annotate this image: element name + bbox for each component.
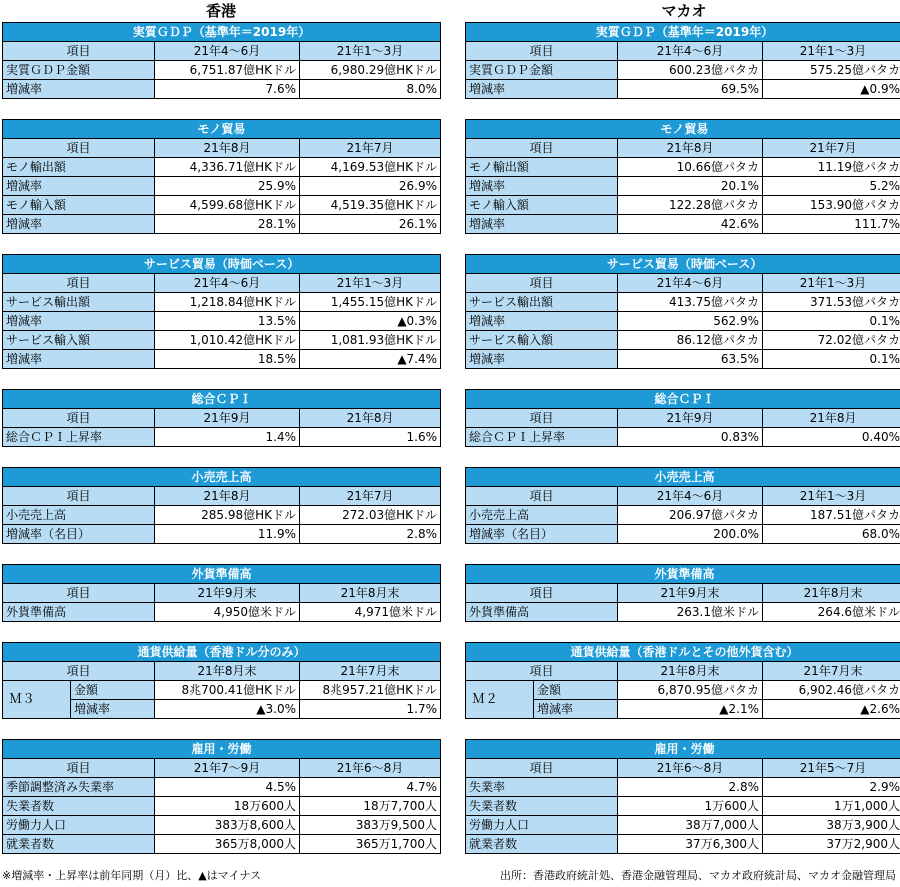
table-row (3, 681, 441, 700)
section-spacer (465, 234, 900, 254)
table-title-row (466, 565, 900, 584)
indicator-table (465, 739, 900, 854)
cell-value: 2.8% (300, 525, 441, 544)
column-header: 21年1～3月 (763, 42, 900, 61)
indicator-table (465, 22, 900, 99)
cell-value: 4,519.35億HKドル (300, 196, 441, 215)
table-title-row (466, 23, 900, 42)
table-row (3, 428, 441, 447)
cell-value: 4,169.53億HKドル (300, 158, 441, 177)
cell-value: 6,751.87億HKドル (155, 61, 300, 80)
table-row (466, 797, 900, 816)
table-row (3, 331, 441, 350)
table-title: 実質ＧＤＰ（基準年＝2019年） (466, 23, 900, 42)
cell-value: 383万9,500人 (300, 816, 441, 835)
section-spacer (2, 544, 440, 564)
column-header: 21年7月 (300, 487, 441, 506)
cell-value: 111.7% (763, 215, 900, 234)
table-title: 通貨供給量（香港ドル分のみ） (3, 643, 441, 662)
cell-value: 1.7% (300, 700, 441, 719)
indicator-table (2, 564, 441, 622)
region-hongkong (2, 0, 440, 854)
tables-macau (465, 22, 900, 854)
table-title: モノ貿易 (466, 120, 900, 139)
row-label: モノ輸入額 (3, 196, 155, 215)
row-label: 増減率 (71, 700, 155, 719)
row-label: 失業率 (466, 778, 618, 797)
table-row (3, 350, 441, 369)
row-label: 増減率 (3, 350, 155, 369)
table-header-row (466, 42, 900, 61)
column-header: 21年8月 (618, 139, 763, 158)
region-macau (465, 0, 900, 854)
indicator-table (465, 119, 900, 234)
table-title: 総合ＣＰＩ (466, 390, 900, 409)
cell-value: 575.25億パタカ (763, 61, 900, 80)
row-label: 労働力人口 (3, 816, 155, 835)
cell-value: 383万8,600人 (155, 816, 300, 835)
cell-value: 18万600人 (155, 797, 300, 816)
cell-value: 13.5% (155, 312, 300, 331)
column-header: 21年4～6月 (618, 274, 763, 293)
cell-value: 1,010.42億HKドル (155, 331, 300, 350)
cell-value: 6,902.46億パタカ (763, 681, 900, 700)
column-header: 21年1～3月 (763, 487, 900, 506)
column-header: 21年5～7月 (763, 759, 900, 778)
table-header-row (466, 662, 900, 681)
column-header: 項目 (466, 139, 618, 158)
table-row (3, 177, 441, 196)
column-header: 21年4～6月 (155, 274, 300, 293)
row-label: 小売売上高 (3, 506, 155, 525)
table-row (466, 835, 900, 854)
table-title-row (466, 120, 900, 139)
table-header-row (466, 139, 900, 158)
row-label: 増減率 (534, 700, 618, 719)
cell-value: 272.03億HKドル (300, 506, 441, 525)
table-title-row (3, 565, 441, 584)
column-header: 項目 (466, 584, 618, 603)
indicator-table (2, 389, 441, 447)
row-label: 増減率 (466, 80, 618, 99)
table-row (466, 816, 900, 835)
cell-value: 4,971億米ドル (300, 603, 441, 622)
cell-value: 285.98億HKドル (155, 506, 300, 525)
cell-value: 28.1% (155, 215, 300, 234)
section-spacer (2, 99, 440, 119)
table-title-row (3, 643, 441, 662)
table-title-row (466, 390, 900, 409)
row-label: サービス輸入額 (466, 331, 618, 350)
table-title: 外貨準備高 (3, 565, 441, 584)
cell-value: 10.66億パタカ (618, 158, 763, 177)
cell-value: ▲7.4% (300, 350, 441, 369)
cell-value: 4,599.68億HKドル (155, 196, 300, 215)
cell-value: 200.0% (618, 525, 763, 544)
cell-value: 2.9% (763, 778, 900, 797)
column-header: 21年6～8月 (618, 759, 763, 778)
row-label: 外貨準備高 (3, 603, 155, 622)
column-header: 項目 (466, 487, 618, 506)
row-label: 失業者数 (3, 797, 155, 816)
table-header-row (3, 487, 441, 506)
row-label: 総合ＣＰＩ上昇率 (466, 428, 618, 447)
table-row (466, 177, 900, 196)
table-title-row (466, 468, 900, 487)
indicator-table (2, 739, 441, 854)
row-label: 総合ＣＰＩ上昇率 (3, 428, 155, 447)
row-label: モノ輸出額 (466, 158, 618, 177)
section-spacer (465, 447, 900, 467)
column-header: 21年9月末 (155, 584, 300, 603)
tables-hongkong (2, 22, 440, 854)
cell-value: ▲3.0% (155, 700, 300, 719)
row-label: サービス輸出額 (3, 293, 155, 312)
table-row (466, 681, 900, 700)
section-spacer (465, 369, 900, 389)
money-supply-label: Ｍ２ (466, 681, 534, 719)
table-row (466, 525, 900, 544)
table-row (466, 331, 900, 350)
cell-value: 1万1,000人 (763, 797, 900, 816)
table-title: 実質ＧＤＰ（基準年＝2019年） (3, 23, 441, 42)
table-row (3, 312, 441, 331)
cell-value: ▲0.3% (300, 312, 441, 331)
table-title-row (3, 468, 441, 487)
row-label: モノ輸入額 (466, 196, 618, 215)
region-title: マカオ (661, 2, 707, 20)
indicator-table (2, 642, 441, 719)
source-note: 出所：香港政府統計処、香港金融管理局、マカオ政府統計局、マカオ金融管理局 (500, 869, 896, 882)
column-header: 21年7月 (763, 139, 900, 158)
cell-value: 4,336.71億HKドル (155, 158, 300, 177)
table-row (3, 778, 441, 797)
cell-value: 69.5% (618, 80, 763, 99)
column-header: 21年7月末 (300, 662, 441, 681)
cell-value: 413.75億パタカ (618, 293, 763, 312)
cell-value: 4.7% (300, 778, 441, 797)
cell-value: 0.1% (763, 312, 900, 331)
table-row (3, 525, 441, 544)
row-label: 小売売上高 (466, 506, 618, 525)
indicator-table (465, 389, 900, 447)
row-label: 金額 (534, 681, 618, 700)
column-header: 21年1～3月 (763, 274, 900, 293)
table-header-row (3, 42, 441, 61)
table-header-row (3, 409, 441, 428)
cell-value: 6,870.95億パタカ (618, 681, 763, 700)
money-supply-label: Ｍ３ (3, 681, 71, 719)
column-header: 項目 (466, 274, 618, 293)
column-header: 21年1～3月 (300, 42, 441, 61)
cell-value: 37万2,900人 (763, 835, 900, 854)
indicator-table (465, 564, 900, 622)
cell-value: 25.9% (155, 177, 300, 196)
table-header-row (466, 409, 900, 428)
table-row (3, 158, 441, 177)
row-label: 外貨準備高 (466, 603, 618, 622)
column-header: 21年8月 (155, 139, 300, 158)
section-spacer (465, 719, 900, 739)
column-header: 21年4～6月 (155, 42, 300, 61)
row-label: 増減率 (466, 215, 618, 234)
table-row (3, 80, 441, 99)
row-label: サービス輸入額 (3, 331, 155, 350)
indicator-table (2, 22, 441, 99)
column-header: 21年9月 (618, 409, 763, 428)
cell-value: 4.5% (155, 778, 300, 797)
column-header: 項目 (3, 139, 155, 158)
cell-value: 122.28億パタカ (618, 196, 763, 215)
table-row (466, 312, 900, 331)
cell-value: 63.5% (618, 350, 763, 369)
cell-value: 38万7,000人 (618, 816, 763, 835)
cell-value: ▲2.6% (763, 700, 900, 719)
cell-value: 68.0% (763, 525, 900, 544)
table-title-row (466, 740, 900, 759)
column-header: 項目 (3, 42, 155, 61)
column-header: 21年8月末 (618, 662, 763, 681)
indicator-table (2, 467, 441, 544)
cell-value: 1,081.93億HKドル (300, 331, 441, 350)
table-row (3, 293, 441, 312)
table-title: サービス貿易（時価ベース） (466, 255, 900, 274)
cell-value: 1.4% (155, 428, 300, 447)
row-label: 就業者数 (466, 835, 618, 854)
section-spacer (2, 622, 440, 642)
column-header: 項目 (466, 662, 618, 681)
column-header: 21年7～9月 (155, 759, 300, 778)
column-header: 21年8月末 (763, 584, 900, 603)
row-label: 季節調整済み失業率 (3, 778, 155, 797)
table-row (3, 506, 441, 525)
column-header: 21年8月 (155, 487, 300, 506)
cell-value: 5.2% (763, 177, 900, 196)
table-header-row (466, 487, 900, 506)
table-title-row (3, 255, 441, 274)
cell-value: 37万6,300人 (618, 835, 763, 854)
section-spacer (2, 369, 440, 389)
cell-value: 7.6% (155, 80, 300, 99)
cell-value: 0.83% (618, 428, 763, 447)
table-title-row (3, 740, 441, 759)
table-row (466, 61, 900, 80)
section-spacer (2, 234, 440, 254)
cell-value: 86.12億パタカ (618, 331, 763, 350)
table-title: 雇用・労働 (466, 740, 900, 759)
row-label: 増減率 (3, 312, 155, 331)
row-label: モノ輸出額 (3, 158, 155, 177)
cell-value: ▲0.9% (763, 80, 900, 99)
table-header-row (3, 662, 441, 681)
table-row (466, 80, 900, 99)
table-header-row (466, 274, 900, 293)
row-label: 増減率 (3, 215, 155, 234)
table-title-row (466, 255, 900, 274)
table-title: 小売売上高 (3, 468, 441, 487)
section-spacer (465, 622, 900, 642)
column-header: 項目 (3, 759, 155, 778)
indicator-table (2, 254, 441, 369)
cell-value: 8兆700.41億HKドル (155, 681, 300, 700)
table-title: モノ貿易 (3, 120, 441, 139)
cell-value: 1万600人 (618, 797, 763, 816)
region-title: 香港 (205, 2, 236, 20)
row-label: 増減率 (3, 80, 155, 99)
table-title: 通貨供給量（香港ドルとその他外貨含む） (466, 643, 900, 662)
table-row (466, 428, 900, 447)
column-header: 21年4～6月 (618, 487, 763, 506)
row-label: 増減率（名目） (466, 525, 618, 544)
indicator-table (2, 119, 441, 234)
section-spacer (465, 99, 900, 119)
cell-value: 26.1% (300, 215, 441, 234)
table-header-row (3, 139, 441, 158)
table-row (466, 778, 900, 797)
row-label: 労働力人口 (466, 816, 618, 835)
table-row (3, 603, 441, 622)
footnote: ※増減率・上昇率は前年同期（月）比、▲はマイナス (2, 869, 262, 882)
table-row (466, 196, 900, 215)
column-header: 21年1～3月 (300, 274, 441, 293)
column-header: 21年8月末 (300, 584, 441, 603)
cell-value: 0.1% (763, 350, 900, 369)
section-spacer (465, 544, 900, 564)
table-row (466, 293, 900, 312)
column-header: 21年7月末 (763, 662, 900, 681)
column-header: 21年9月末 (618, 584, 763, 603)
table-row (3, 797, 441, 816)
table-title: サービス貿易（時価ベース） (3, 255, 441, 274)
column-header: 項目 (3, 662, 155, 681)
cell-value: 206.97億パタカ (618, 506, 763, 525)
table-row (3, 196, 441, 215)
column-header: 21年8月 (763, 409, 900, 428)
table-header-row (3, 759, 441, 778)
cell-value: 20.1% (618, 177, 763, 196)
section-spacer (2, 719, 440, 739)
table-title: 外貨準備高 (466, 565, 900, 584)
column-header: 21年8月 (300, 409, 441, 428)
row-label: 実質ＧＤＰ金額 (466, 61, 618, 80)
table-row (466, 350, 900, 369)
column-header: 21年7月 (300, 139, 441, 158)
cell-value: 2.8% (618, 778, 763, 797)
cell-value: 264.6億米ドル (763, 603, 900, 622)
cell-value: 6,980.29億HKドル (300, 61, 441, 80)
cell-value: 38万3,900人 (763, 816, 900, 835)
cell-value: 0.40% (763, 428, 900, 447)
table-title: 総合ＣＰＩ (3, 390, 441, 409)
row-label: 実質ＧＤＰ金額 (3, 61, 155, 80)
table-row (3, 61, 441, 80)
cell-value: 1,218.84億HKドル (155, 293, 300, 312)
table-header-row (3, 274, 441, 293)
table-header-row (466, 584, 900, 603)
column-header: 項目 (466, 42, 618, 61)
cell-value: 42.6% (618, 215, 763, 234)
cell-value: 365万8,000人 (155, 835, 300, 854)
column-header: 項目 (3, 409, 155, 428)
section-spacer (2, 447, 440, 467)
cell-value: 371.53億パタカ (763, 293, 900, 312)
row-label: サービス輸出額 (466, 293, 618, 312)
cell-value: ▲2.1% (618, 700, 763, 719)
column-header: 21年9月 (155, 409, 300, 428)
cell-value: 8兆957.21億HKドル (300, 681, 441, 700)
cell-value: 4,950億米ドル (155, 603, 300, 622)
table-row (466, 603, 900, 622)
column-header: 項目 (3, 487, 155, 506)
table-row (466, 158, 900, 177)
cell-value: 26.9% (300, 177, 441, 196)
cell-value: 365万1,700人 (300, 835, 441, 854)
cell-value: 1,455.15億HKドル (300, 293, 441, 312)
table-title: 雇用・労働 (3, 740, 441, 759)
column-header: 21年8月末 (155, 662, 300, 681)
row-label: 増減率 (3, 177, 155, 196)
cell-value: 263.1億米ドル (618, 603, 763, 622)
row-label: 増減率（名目） (3, 525, 155, 544)
cell-value: 562.9% (618, 312, 763, 331)
row-label: 増減率 (466, 312, 618, 331)
table-row (3, 215, 441, 234)
column-header: 項目 (3, 274, 155, 293)
cell-value: 18万7,700人 (300, 797, 441, 816)
table-header-row (3, 584, 441, 603)
table-title-row (466, 643, 900, 662)
cell-value: 187.51億パタカ (763, 506, 900, 525)
indicator-table (465, 467, 900, 544)
table-title-row (3, 23, 441, 42)
indicator-table (465, 254, 900, 369)
table-header-row (466, 759, 900, 778)
table-title: 小売売上高 (466, 468, 900, 487)
cell-value: 18.5% (155, 350, 300, 369)
row-label: 失業者数 (466, 797, 618, 816)
cell-value: 1.6% (300, 428, 441, 447)
table-row (3, 835, 441, 854)
column-header: 項目 (3, 584, 155, 603)
table-row (466, 215, 900, 234)
column-header: 21年6～8月 (300, 759, 441, 778)
row-label: 就業者数 (3, 835, 155, 854)
indicator-table (465, 642, 900, 719)
column-header: 項目 (466, 409, 618, 428)
table-row (3, 816, 441, 835)
table-title-row (3, 120, 441, 139)
column-header: 21年4～6月 (618, 42, 763, 61)
cell-value: 153.90億パタカ (763, 196, 900, 215)
row-label: 金額 (71, 681, 155, 700)
cell-value: 11.9% (155, 525, 300, 544)
cell-value: 72.02億パタカ (763, 331, 900, 350)
cell-value: 600.23億パタカ (618, 61, 763, 80)
table-title-row (3, 390, 441, 409)
cell-value: 8.0% (300, 80, 441, 99)
row-label: 増減率 (466, 177, 618, 196)
cell-value: 11.19億パタカ (763, 158, 900, 177)
column-header: 項目 (466, 759, 618, 778)
table-row (466, 506, 900, 525)
row-label: 増減率 (466, 350, 618, 369)
